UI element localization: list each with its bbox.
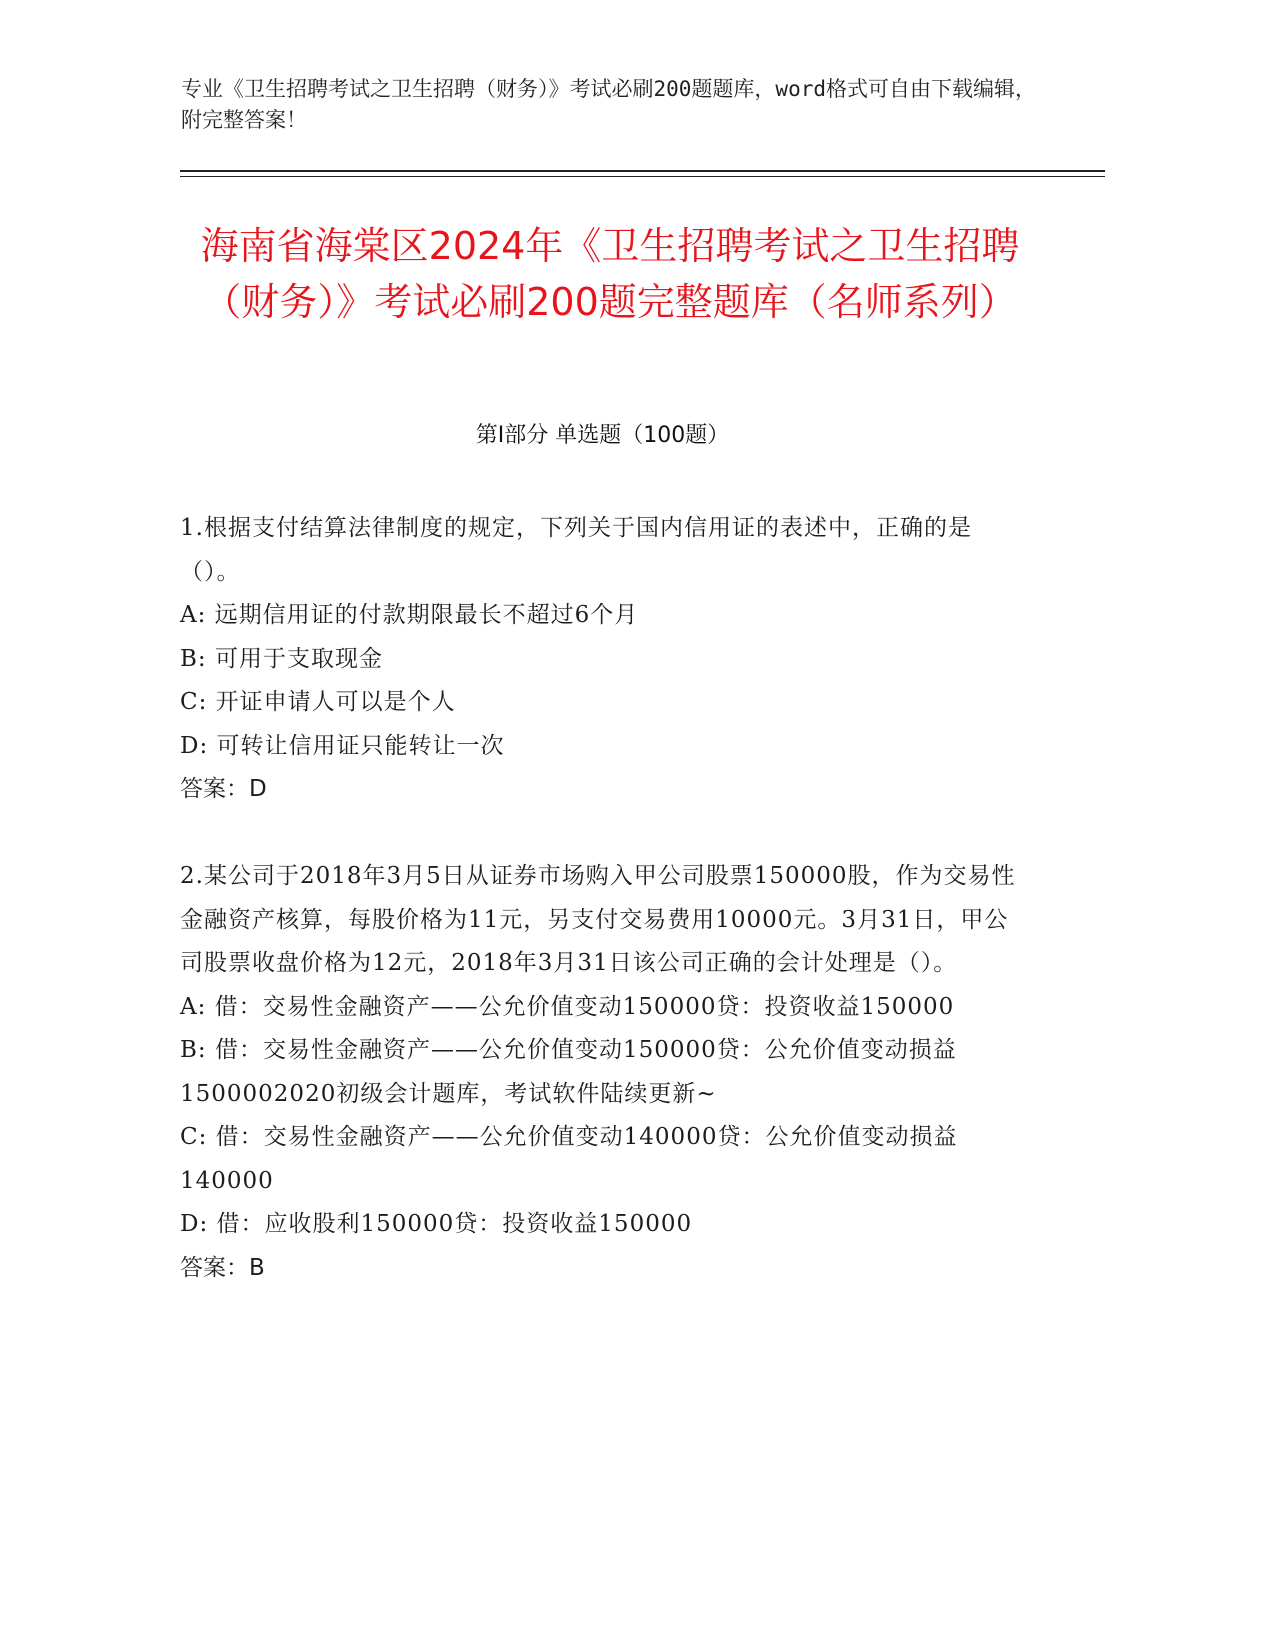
- option-c: C: 开证申请人可以是个人: [180, 689, 456, 715]
- option-b: B: 借：交易性金融资产——公允价值变动150000贷：公允价值变动损益1500002020初级会计题库，考试软件陆续更新~: [180, 1037, 957, 1107]
- question-2: [180, 855, 1025, 1290]
- section-heading: 第I部分 单选题（100题）: [475, 423, 730, 448]
- question-stem: 1.根据支付结算法律制度的规定，下列关于国内信用证的表述中，正确的是（）。: [180, 515, 972, 585]
- answer: 答案：D: [180, 776, 267, 802]
- option-b: B: 可用于支取现金: [180, 645, 383, 672]
- option-d: D: 可转让信用证只能转让一次: [180, 732, 505, 759]
- question-1: [180, 507, 1025, 812]
- option-a: A: 远期信用证的付款期限最长不超过6个月: [180, 602, 639, 628]
- answer: 答案：B: [180, 1254, 265, 1281]
- option-a: A: 借：交易性金融资产——公允价值变动150000贷：投资收益150000: [180, 993, 955, 1020]
- document-title: 海南省海棠区2024年《卫生招聘考试之卫生招聘（财务）》考试必刷200题完整题库（名师系列）: [200, 224, 1020, 324]
- option-d: D: 借：应收股利150000贷：投资收益150000: [180, 1211, 693, 1237]
- header-note: 专业《卫生招聘考试之卫生招聘（财务）》考试必刷200题题库，word格式可自由下载编辑，附完整答案！: [181, 77, 1036, 132]
- header-divider-thin: [180, 176, 1105, 177]
- question-stem: 2.某公司于2018年3月5日从证券市场购入甲公司股票150000股，作为交易性金融资产核算，每股价格为11元，另支付交易费用10000元。3月31日，甲公司股票收盘价格为12元，2018年3月31日该公司正确的会计处理是（）。: [180, 863, 1016, 976]
- option-c: C: 借：交易性金融资产——公允价值变动140000贷：公允价值变动损益140000: [180, 1124, 958, 1194]
- header-divider-thick: [180, 170, 1105, 172]
